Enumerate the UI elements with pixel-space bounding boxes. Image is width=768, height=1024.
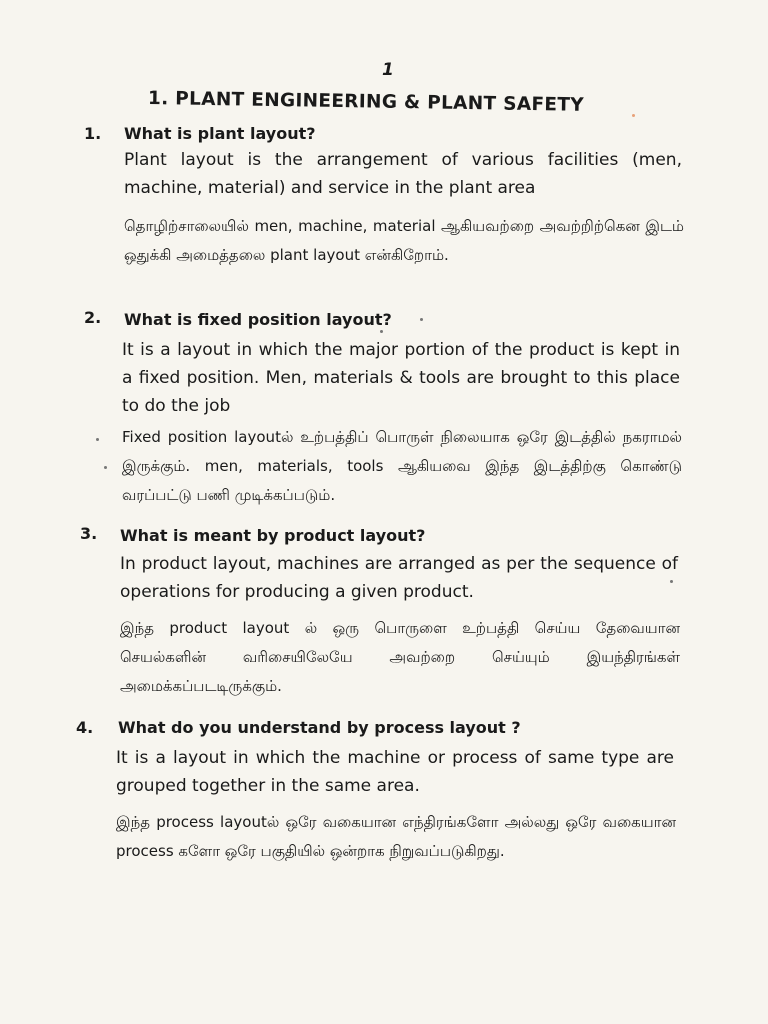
answer-english: It is a layout in which the machine or process of same type are grouped together in the same area. [116,748,674,796]
scan-speck [96,438,99,441]
question-text: What is plant layout? [124,124,316,143]
scan-speck [104,466,107,469]
question-text: What is meant by product layout? [120,526,426,545]
page-number: 1 [382,60,394,80]
scan-speck [632,114,635,117]
answer-tamil: இந்த product layout ல் ஒரு பொருளை உற்பத்தி செய்ய தேவையான செயல்களின் வரிசையிலேயே அவற்றை செய்யும் இயந்திரங்கள் அமைக்கப்படடிருக்கும். [120,619,680,695]
question-number: 4. [76,718,94,737]
chapter-title: 1. PLANT ENGINEERING & PLANT SAFETY [147,88,585,116]
answer-tamil: Fixed position layoutல் உற்பத்திப் பொருள் நிலையாக ஒரே இடத்தில் நகராமல் இருக்கும். men, materials, tools ஆகியவை இந்த இடத்திற்கு கொண்டு வரப்பட்டு பணி முடிக்கப்படும். [122,428,682,504]
question-text: What is fixed position layout? [124,310,392,329]
question-text: What do you understand by process layout ? [118,718,521,737]
question-number: 1. [84,124,102,143]
question-number: 3. [80,524,98,543]
answer-english: In product layout, machines are arranged as per the sequence of operations for producing a given product. [120,554,678,602]
scan-speck [420,318,423,321]
answer-tamil: தொழிற்சாலையில் men, machine, material ஆகியவற்றை அவற்றிற்கென இடம் ஒதுக்கி அமைத்தலை plant layout என்கிறோம். [124,217,684,264]
scan-speck [670,580,673,583]
answer-english: Plant layout is the arrangement of various facilities (men, machine, material) and service in the plant area [124,150,682,198]
scan-speck [380,330,383,333]
answer-tamil: இந்த process layoutல் ஒரே வகையான எந்திரங்களோ அல்லது ஒரே வகையான process களோ ஒரே பகுதியில் ஒன்றாக நிறுவப்படுகிறது. [116,813,676,860]
question-number: 2. [84,308,102,327]
answer-english: It is a layout in which the major portion of the product is kept in a fixed position. Men, materials & tools are brought to this place to do the job [122,340,680,416]
